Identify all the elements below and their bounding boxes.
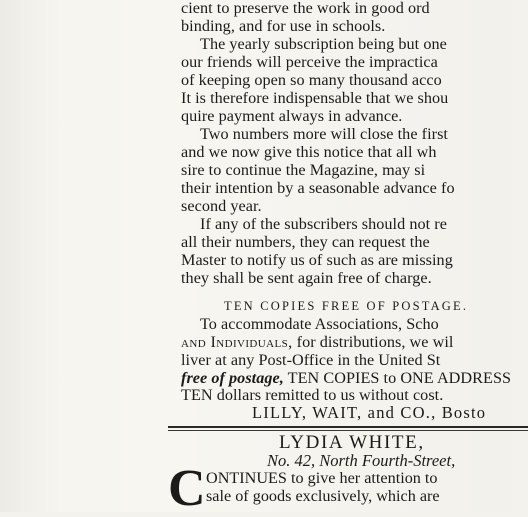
article-line-11: their intention by a seasonable advance fo (181, 179, 455, 197)
article-line-4: our friends will perceive the impractica (181, 53, 438, 71)
notice-line-4-rest: TEN COPIES to ONE ADDRESS (283, 369, 512, 387)
notice-line-4-italic: free of postage, (181, 369, 284, 387)
notice-heading: TEN COPIES FREE OF POSTAGE. (224, 299, 469, 313)
article-line-13: If any of the subscribers should not re (200, 215, 447, 233)
article-line-16: they shall be sent again free of charge. (181, 269, 432, 287)
drop-cap: C (168, 460, 206, 517)
notice-line-2 (181, 334, 453, 351)
article-line-15: Master to notify us of such as are missing (181, 251, 453, 269)
article-line-14: all their numbers, they can request the (181, 233, 430, 251)
advert-line-2: sale of goods exclusively, which are (206, 487, 440, 505)
article-line-10: sire to continue the Magazine, may si (181, 161, 426, 179)
article-line-8: Two numbers more will close the first (200, 125, 448, 143)
article-line-7: quire payment always in advance. (181, 107, 403, 125)
article-line-9: and we now give this notice that all wh (181, 143, 437, 161)
article-line-5: of keeping open so many thousand acco (181, 71, 442, 89)
article-line-6: It is therefore indispensable that we shou (181, 89, 449, 107)
notice-line-1: To accommodate Associations, Scho (200, 315, 439, 333)
notice-line-2-smallcaps: and Individuals, (181, 333, 293, 351)
article-line-12: second year. (181, 197, 262, 215)
advert-line-1: ONTINUES to give her attention to (206, 469, 438, 487)
divider-rule-thin (168, 430, 528, 431)
notice-line-2-rest: for distributions, we wil (292, 333, 454, 351)
article-line-3: The yearly subscription being but one (200, 35, 447, 53)
signature: LILLY, WAIT, and CO., Bosto (252, 403, 487, 422)
advert-title: LYDIA WHITE, (279, 432, 425, 453)
notice-line-4 (181, 370, 511, 387)
divider-rule (168, 426, 528, 428)
article-line-2: binding, and for use in schools. (181, 17, 386, 35)
notice-line-3: liver at any Post-Office in the United St (181, 351, 441, 369)
notice-line-5: TEN dollars remitted to us without cost. (181, 386, 444, 404)
text-column (168, 0, 512, 517)
article-line-1: cient to preserve the work in good ord (181, 0, 430, 17)
advert-address: No. 42, North Fourth-Street, (267, 451, 456, 470)
